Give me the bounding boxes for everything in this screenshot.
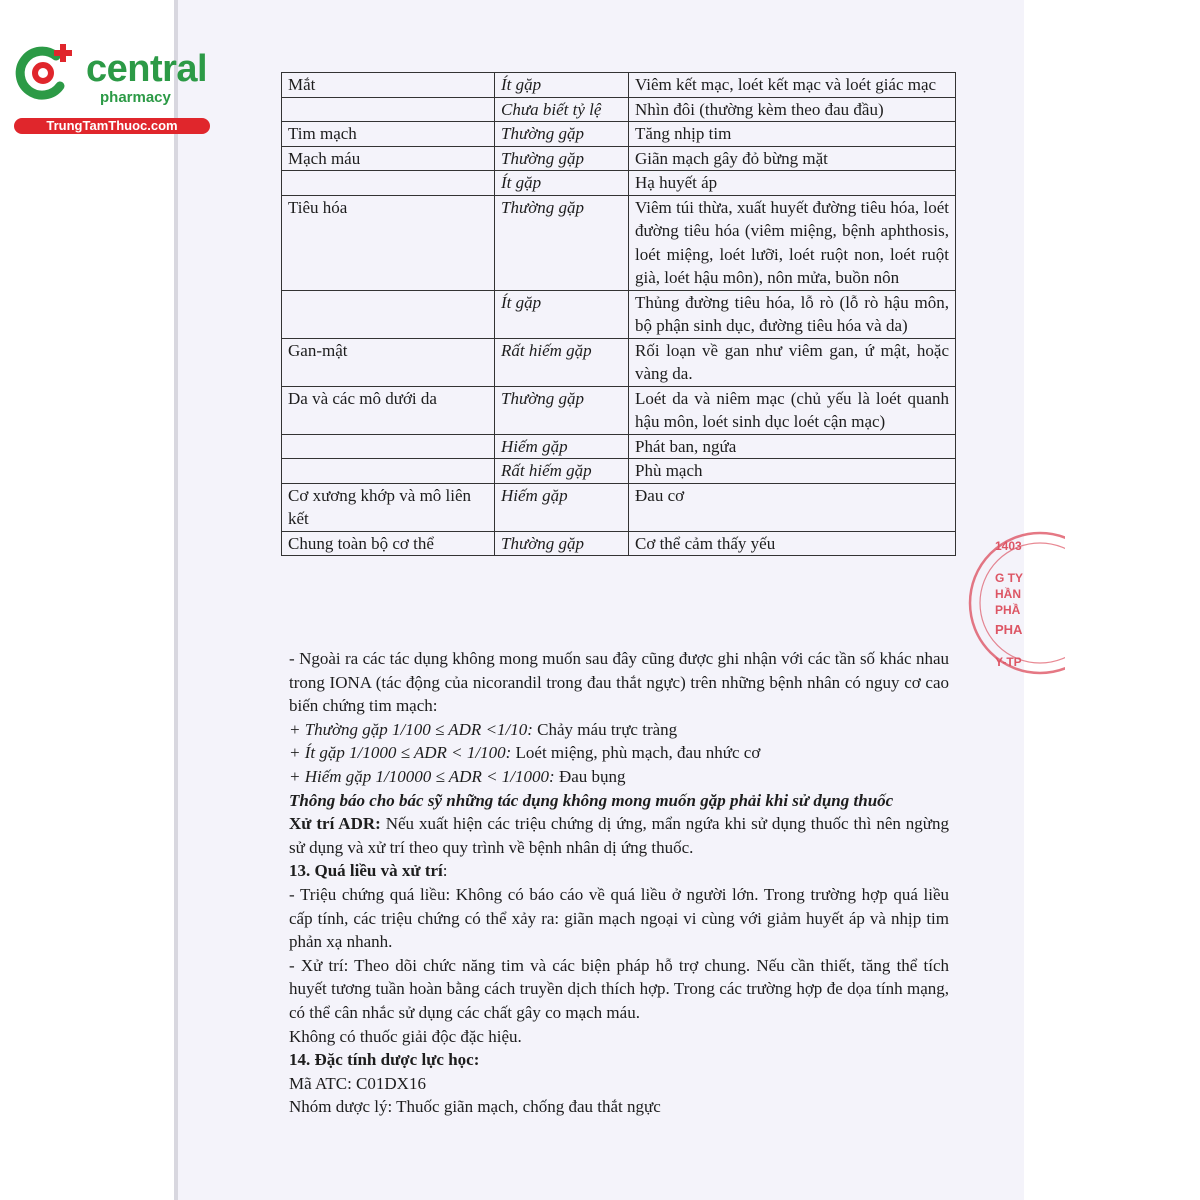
table-row	[282, 434, 956, 459]
stamp-line: 1403	[995, 539, 1022, 553]
table-row	[282, 195, 956, 290]
stamp-line: G TY	[995, 571, 1024, 585]
adverse-effect-cell: Rối loạn về gan như viêm gan, ứ mật, hoặc vàng da.	[629, 338, 956, 386]
stamp-line: PHA	[995, 622, 1023, 637]
frequency-cell: Rất hiếm gặp	[495, 459, 629, 484]
organ-system-cell	[282, 290, 495, 338]
atc-code: Mã ATC: C01DX16	[289, 1073, 426, 1093]
adverse-reactions-table	[281, 72, 956, 556]
adverse-effect-cell: Hạ huyết áp	[629, 171, 956, 196]
no-antidote: Không có thuốc giải độc đặc hiệu.	[289, 1026, 522, 1046]
frequency-cell: Thường gặp	[495, 531, 629, 556]
table-row	[282, 97, 956, 122]
adverse-effect-cell: Thủng đường tiêu hóa, lỗ rò (lỗ rò hậu môn, bộ phận sinh dục, đường tiêu hóa và da)	[629, 290, 956, 338]
frequency-cell: Ít gặp	[495, 290, 629, 338]
frequency-cell: Thường gặp	[495, 386, 629, 434]
organ-system-cell: Tim mạch	[282, 122, 495, 147]
pharmacy-cross-icon	[12, 42, 74, 104]
paragraph-iona: - Ngoài ra các tác dụng không mong muốn sau đây cũng được ghi nhận với các tần số khác nhau trong IONA (tác động của nicorandil trong đau thắt ngực) trên những bệnh nhân có nguy cơ cao biến chứng tim mạch:	[289, 649, 949, 716]
overdose-symptoms: - Triệu chứng quá liều: Không có báo cáo về quá liều ở người lớn. Trong trường hợp quá liều cấp tính, các triệu chứng có thể xảy ra: giãn mạch ngoại vi cùng với giảm huyết áp và nhịp tim phản xạ nhanh.	[289, 884, 949, 952]
organ-system-cell: Da và các mô dưới da	[282, 386, 495, 434]
frequency-line-common	[289, 718, 949, 742]
organ-system-cell: Tiêu hóa	[282, 195, 495, 290]
table-row	[282, 386, 956, 434]
organ-system-cell: Cơ xương khớp và mô liên kết	[282, 483, 495, 531]
table-row	[282, 122, 956, 147]
organ-system-cell: Gan-mật	[282, 338, 495, 386]
frequency-cell: Ít gặp	[495, 73, 629, 98]
adr-management	[289, 812, 949, 859]
frequency-cell: Thường gặp	[495, 195, 629, 290]
adverse-effect-cell: Tăng nhịp tim	[629, 122, 956, 147]
frequency-label: + Ít gặp 1/1000 ≤ ADR < 1/100:	[289, 743, 512, 763]
logo-brand: central	[86, 48, 208, 90]
adverse-effect-cell: Viêm kết mạc, loét kết mạc và loét giác mạc	[629, 73, 956, 98]
frequency-cell: Thường gặp	[495, 122, 629, 147]
table-row	[282, 290, 956, 338]
frequency-effect: Chảy máu trực tràng	[532, 719, 678, 739]
section-13-title: 13. Quá liều và xử trí	[289, 861, 443, 881]
adverse-effect-cell: Phù mạch	[629, 459, 956, 484]
company-stamp	[985, 525, 1045, 685]
document-body	[289, 647, 949, 1119]
pharmacological-group: Nhóm dược lý: Thuốc giãn mạch, chống đau thắt ngực	[289, 1097, 661, 1117]
frequency-cell: Hiếm gặp	[495, 434, 629, 459]
frequency-cell: Hiếm gặp	[495, 483, 629, 531]
organ-system-cell	[282, 171, 495, 196]
adverse-effect-cell: Giãn mạch gây đỏ bừng mặt	[629, 146, 956, 171]
adverse-effect-cell: Viêm túi thừa, xuất huyết đường tiêu hóa, loét đường tiêu hóa (viêm miệng, bệnh aphthosis, loét miệng, loét lưỡi, loét ruột non, loét ruột già, loét hậu môn), nôn mửa, buồn nôn	[629, 195, 956, 290]
adr-label: Xử trí ADR:	[289, 814, 381, 834]
adverse-effect-cell: Đau cơ	[629, 483, 956, 531]
logo-website: TrungTamThuoc.com	[14, 118, 210, 134]
overdose-treatment: - Xử trí: Theo dõi chức năng tim và các biện pháp hỗ trợ chung. Nếu cần thiết, tăng thể tích huyết tương tuần hoàn bằng cách truyền dịch thích hợp. Trong các trường hợp đe dọa tính mạng, có thể cân nhắc sử dụng các chất gây co mạch máu.	[289, 955, 949, 1022]
adverse-effect-cell: Loét da và niêm mạc (chủ yếu là loét quanh hậu môn, loét sinh dục loét cận mạc)	[629, 386, 956, 434]
stamp-line: HẦN	[995, 587, 1021, 601]
central-pharmacy-logo	[10, 38, 215, 138]
organ-system-cell	[282, 434, 495, 459]
organ-system-cell	[282, 459, 495, 484]
frequency-cell: Chưa biết tỷ lệ	[495, 97, 629, 122]
frequency-line-rare	[289, 765, 949, 789]
table-row	[282, 73, 956, 98]
table-row	[282, 171, 956, 196]
organ-system-cell: Mạch máu	[282, 146, 495, 171]
frequency-line-uncommon	[289, 741, 949, 765]
adr-text: Nếu xuất hiện các triệu chứng dị ứng, mẩn ngứa khi sử dụng thuốc thì nên ngừng sử dụng và xử trí theo quy trình về bệnh nhân dị ứng thuốc.	[289, 814, 949, 857]
table-row	[282, 146, 956, 171]
adverse-effect-cell: Nhìn đôi (thường kèm theo đau đầu)	[629, 97, 956, 122]
frequency-label: + Hiếm gặp 1/10000 ≤ ADR < 1/1000:	[289, 766, 555, 786]
organ-system-cell: Chung toàn bộ cơ thể	[282, 531, 495, 556]
stamp-line: PHẦ	[995, 603, 1021, 617]
frequency-cell: Rất hiếm gặp	[495, 338, 629, 386]
table-row	[282, 338, 956, 386]
section-13-heading	[289, 859, 949, 883]
stamp-line: Y-TP	[995, 655, 1022, 669]
frequency-effect: Loét miệng, phù mạch, đau nhức cơ	[511, 743, 761, 763]
table-row	[282, 459, 956, 484]
adverse-effect-cell: Cơ thể cảm thấy yếu	[629, 531, 956, 556]
section-14-heading: 14. Đặc tính dược lực học:	[289, 1050, 480, 1070]
frequency-effect: Đau bụng	[554, 766, 626, 786]
frequency-cell: Thường gặp	[495, 146, 629, 171]
table-body	[282, 73, 956, 556]
organ-system-cell	[282, 97, 495, 122]
frequency-cell: Ít gặp	[495, 171, 629, 196]
table-row	[282, 483, 956, 531]
adverse-effect-cell: Phát ban, ngứa	[629, 434, 956, 459]
logo-subtitle: pharmacy	[100, 89, 171, 106]
notice-to-doctor: Thông báo cho bác sỹ những tác dụng không mong muốn gặp phải khi sử dụng thuốc	[289, 790, 894, 810]
table-row	[282, 531, 956, 556]
section-13-colon: :	[442, 861, 448, 881]
frequency-label: + Thường gặp 1/100 ≤ ADR <1/10:	[289, 719, 533, 739]
organ-system-cell: Mắt	[282, 73, 495, 98]
